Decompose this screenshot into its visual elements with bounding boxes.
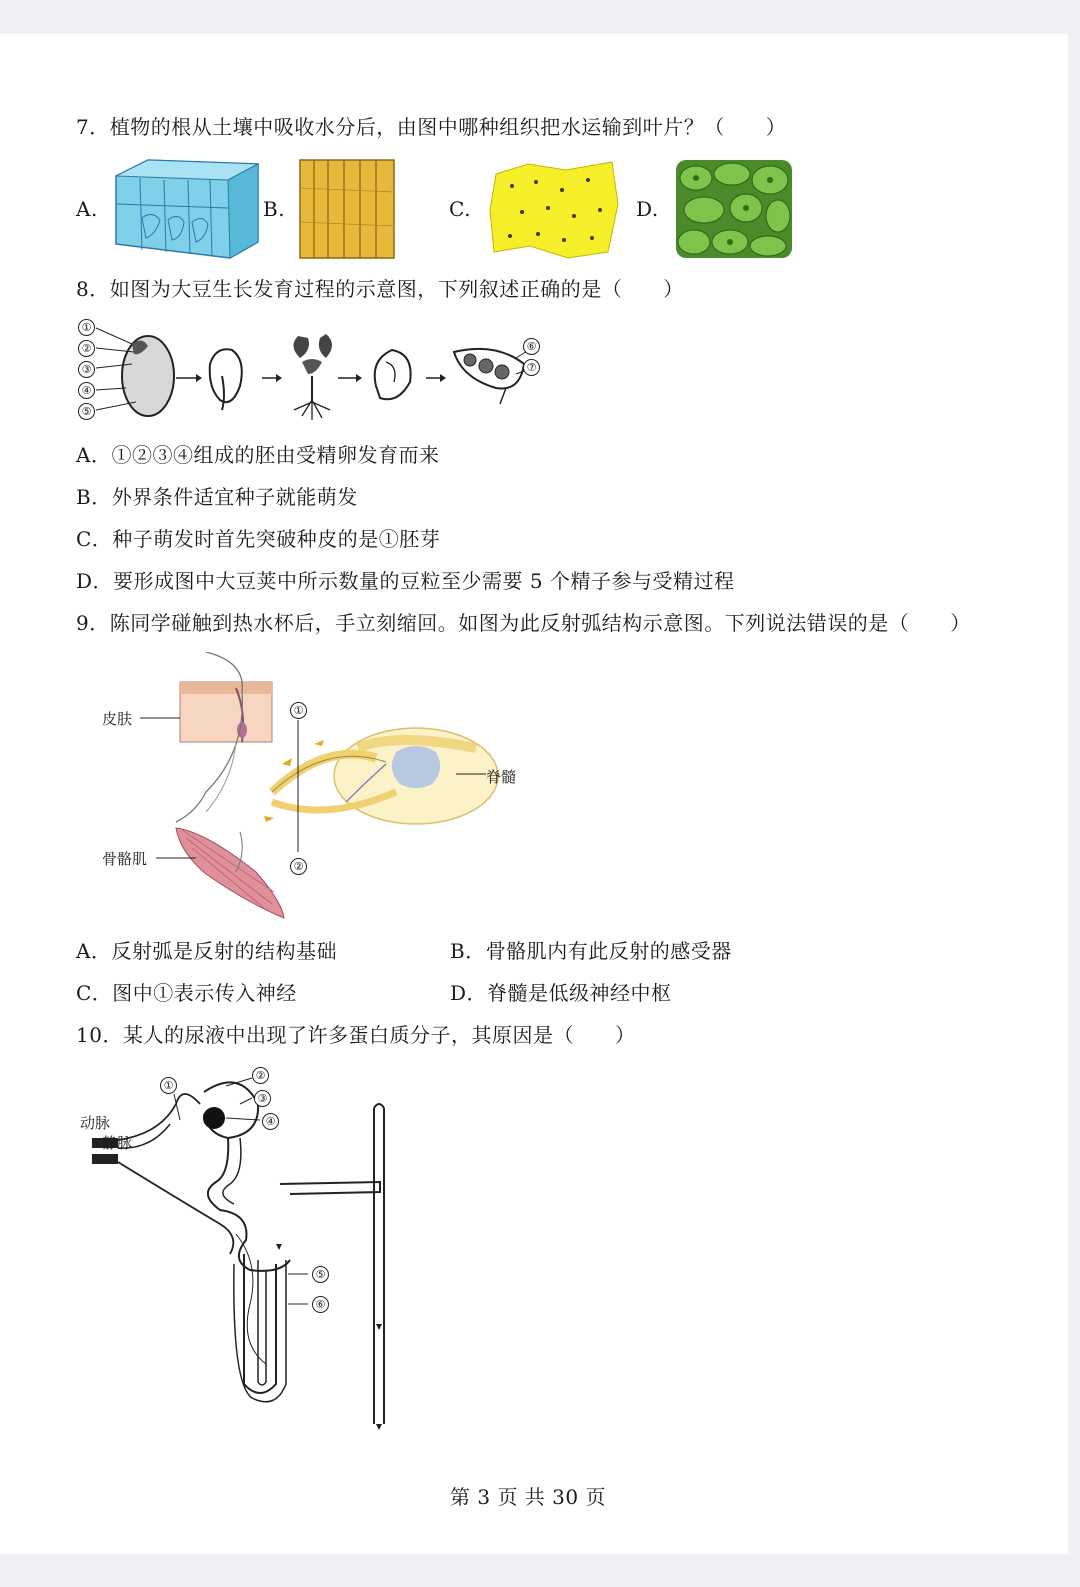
q8-marker-6: ⑥ xyxy=(523,338,540,355)
q8-option-b: B．外界条件适宜种子就能萌发 xyxy=(76,485,358,509)
q9-label-skin: 皮肤 xyxy=(102,710,133,728)
q10-label-vein: 静脉 xyxy=(102,1134,133,1152)
q7-option-d-label: D. xyxy=(636,197,659,221)
q9-stem: 9．陈同学碰触到热水杯后，手立刻缩回。如图为此反射弧结构示意图。下列说法错误的是（ ） xyxy=(76,611,971,635)
q7-image-a-protective-tissue xyxy=(112,158,260,260)
q10-marker-3: ③ xyxy=(254,1090,271,1107)
q9-option-b: B．骨骼肌内有此反射的感受器 xyxy=(450,939,732,963)
q8-stem: 8．如图为大豆生长发育过程的示意图，下列叙述正确的是（ ） xyxy=(76,277,684,301)
q7-option-a-label: A. xyxy=(76,197,98,221)
q10-marker-1: ① xyxy=(160,1077,177,1094)
q8-soybean-growth-diagram xyxy=(76,316,556,428)
q9-label-spinal-cord: 脊髓 xyxy=(486,768,517,786)
q9-option-c: C．图中①表示传入神经 xyxy=(76,981,297,1005)
q10-nephron-diagram xyxy=(80,1064,400,1436)
q10-marker-6: ⑥ xyxy=(312,1296,329,1313)
q9-marker-2: ② xyxy=(290,858,307,875)
q7-stem: 7．植物的根从土壤中吸收水分后，由图中哪种组织把水运输到叶片？（ ） xyxy=(76,115,787,139)
q8-marker-5: ⑤ xyxy=(78,403,95,420)
q8-marker-7: ⑦ xyxy=(523,359,540,376)
q8-marker-3: ③ xyxy=(78,361,95,378)
q10-stem: 10．某人的尿液中出现了许多蛋白质分子，其原因是（ ） xyxy=(76,1023,636,1047)
q8-option-d: D．要形成图中大豆荚中所示数量的豆粒至少需要 5 个精子参与受精过程 xyxy=(76,569,735,593)
page-number-footer: 第 3 页 共 30 页 xyxy=(450,1485,606,1509)
q10-marker-2: ② xyxy=(252,1067,269,1084)
q10-marker-5: ⑤ xyxy=(312,1266,329,1283)
q9-reflex-arc-diagram xyxy=(96,652,526,924)
q9-option-a: A．反射弧是反射的结构基础 xyxy=(76,939,337,963)
q8-marker-2: ② xyxy=(78,340,95,357)
q9-option-d: D．脊髓是低级神经中枢 xyxy=(450,981,672,1005)
q9-label-skeletal-muscle: 骨骼肌 xyxy=(102,850,148,868)
q7-image-c-parenchyma xyxy=(488,160,622,260)
q10-label-artery: 动脉 xyxy=(80,1114,111,1132)
q9-marker-1: ① xyxy=(290,702,307,719)
q8-option-c: C．种子萌发时首先突破种皮的是①胚芽 xyxy=(76,527,441,551)
q8-option-a: A．①②③④组成的胚由受精卵发育而来 xyxy=(76,443,440,467)
q8-marker-1: ① xyxy=(78,319,95,336)
q10-marker-4: ④ xyxy=(262,1113,279,1130)
q8-marker-4: ④ xyxy=(78,382,95,399)
q7-option-b-label: B. xyxy=(263,197,286,221)
q7-image-b-conducting-tissue xyxy=(298,158,396,260)
q7-image-d-mesophyll xyxy=(674,158,794,260)
q7-option-c-label: C. xyxy=(449,197,471,221)
